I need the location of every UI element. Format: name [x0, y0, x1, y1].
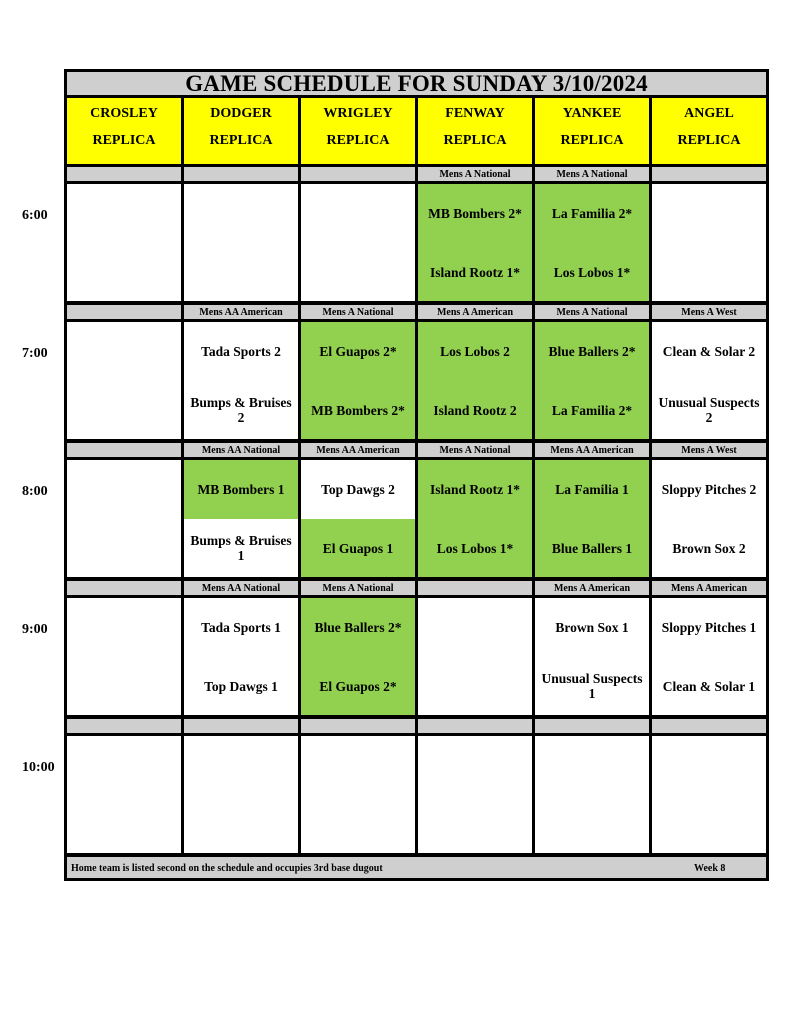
game-team-cell	[652, 184, 766, 243]
game-team-cell	[67, 243, 181, 301]
game-team-cell	[184, 243, 298, 301]
division-label	[67, 443, 181, 457]
field-name: ANGEL	[684, 106, 734, 121]
game-team-cell: Los Lobos 1*	[535, 243, 649, 301]
game-team-cell: Blue Ballers 2*	[301, 598, 415, 657]
game-team-cell	[67, 657, 181, 715]
game-team-cell	[301, 736, 415, 795]
game-team-cell	[67, 322, 181, 381]
game-team-cell	[301, 795, 415, 853]
time-label: 7:00	[22, 346, 48, 361]
game-team-cell	[184, 736, 298, 795]
division-label: Mens A American	[535, 581, 649, 595]
game-team-cell	[418, 598, 532, 657]
game-team-cell	[418, 736, 532, 795]
division-label	[67, 719, 181, 733]
game-team-cell: Island Rootz 1*	[418, 243, 532, 301]
game-team-cell: Island Rootz 1*	[418, 460, 532, 519]
division-label	[67, 305, 181, 319]
game-team-cell: MB Bombers 2*	[418, 184, 532, 243]
game-team-cell: El Guapos 2*	[301, 657, 415, 715]
game-team-cell	[535, 795, 649, 853]
game-team-cell: Los Lobos 2	[418, 322, 532, 381]
game-team-cell: Island Rootz 2	[418, 381, 532, 439]
game-team-cell: Top Dawgs 1	[184, 657, 298, 715]
field-header-crosley	[67, 98, 181, 164]
division-label: Mens AA American	[184, 305, 298, 319]
field-header-wrigley	[301, 98, 415, 164]
game-team-cell	[184, 795, 298, 853]
game-team-cell: Top Dawgs 2	[301, 460, 415, 519]
game-team-cell	[67, 184, 181, 243]
division-label	[184, 167, 298, 181]
division-label: Mens A American	[418, 305, 532, 319]
game-team-cell	[652, 736, 766, 795]
division-label	[67, 581, 181, 595]
division-label: Mens A West	[652, 305, 766, 319]
division-label: Mens A National	[418, 167, 532, 181]
game-team-cell: El Guapos 1	[301, 519, 415, 577]
division-label: Mens A National	[301, 305, 415, 319]
field-subtitle: REPLICA	[677, 133, 741, 148]
footer-note: Home team is listed second on the schedule and occupies 3rd base dugout	[71, 863, 383, 874]
game-team-cell	[67, 381, 181, 439]
division-label	[652, 167, 766, 181]
division-label: Mens A National	[535, 305, 649, 319]
field-name: WRIGLEY	[323, 106, 393, 121]
game-team-cell: Bumps & Bruises 2	[184, 381, 298, 439]
game-team-cell: La Familia 2*	[535, 184, 649, 243]
game-team-cell: Clean & Solar 1	[652, 657, 766, 715]
game-team-cell: Los Lobos 1*	[418, 519, 532, 577]
field-name: CROSLEY	[90, 106, 158, 121]
game-team-cell	[652, 795, 766, 853]
game-team-cell: Sloppy Pitches 1	[652, 598, 766, 657]
game-team-cell	[418, 657, 532, 715]
division-label: Mens AA American	[535, 443, 649, 457]
game-team-cell: Bumps & Bruises 1	[184, 519, 298, 577]
division-label	[418, 719, 532, 733]
division-label: Mens A West	[652, 443, 766, 457]
game-team-cell: Unusual Suspects 1	[535, 657, 649, 715]
game-team-cell: Brown Sox 1	[535, 598, 649, 657]
division-label	[535, 719, 649, 733]
game-team-cell	[301, 243, 415, 301]
division-label: Mens AA American	[301, 443, 415, 457]
game-team-cell: Blue Ballers 1	[535, 519, 649, 577]
game-team-cell	[652, 243, 766, 301]
schedule-footer	[67, 857, 766, 878]
time-label: 10:00	[22, 760, 55, 775]
field-subtitle: REPLICA	[443, 133, 507, 148]
division-label: Mens A National	[535, 167, 649, 181]
game-team-cell: Unusual Suspects 2	[652, 381, 766, 439]
field-header-angel	[652, 98, 766, 164]
division-label	[418, 581, 532, 595]
time-label: 9:00	[22, 622, 48, 637]
game-team-cell	[535, 736, 649, 795]
schedule-table	[64, 69, 769, 881]
game-team-cell: MB Bombers 1	[184, 460, 298, 519]
division-label	[652, 719, 766, 733]
game-team-cell: MB Bombers 2*	[301, 381, 415, 439]
game-team-cell: Tada Sports 2	[184, 322, 298, 381]
game-team-cell: Clean & Solar 2	[652, 322, 766, 381]
game-team-cell: La Familia 1	[535, 460, 649, 519]
game-team-cell	[184, 184, 298, 243]
game-team-cell	[67, 598, 181, 657]
field-name: DODGER	[210, 106, 272, 121]
week-label: Week 8	[694, 863, 726, 874]
division-label	[301, 167, 415, 181]
division-label: Mens AA National	[184, 443, 298, 457]
game-team-cell	[67, 519, 181, 577]
game-team-cell	[67, 736, 181, 795]
game-team-cell	[301, 184, 415, 243]
field-header-yankee	[535, 98, 649, 164]
field-header-dodger	[184, 98, 298, 164]
division-label: Mens A National	[418, 443, 532, 457]
game-team-cell: Sloppy Pitches 2	[652, 460, 766, 519]
field-subtitle: REPLICA	[560, 133, 624, 148]
game-team-cell	[418, 795, 532, 853]
field-name: FENWAY	[445, 106, 505, 121]
division-label	[301, 719, 415, 733]
game-team-cell: Blue Ballers 2*	[535, 322, 649, 381]
field-name: YANKEE	[562, 106, 622, 121]
division-label	[67, 167, 181, 181]
game-team-cell: La Familia 2*	[535, 381, 649, 439]
division-label	[184, 719, 298, 733]
time-label: 8:00	[22, 484, 48, 499]
game-team-cell	[67, 460, 181, 519]
division-label: Mens A American	[652, 581, 766, 595]
division-label: Mens AA National	[184, 581, 298, 595]
division-label: Mens A National	[301, 581, 415, 595]
game-team-cell: Tada Sports 1	[184, 598, 298, 657]
game-team-cell: Brown Sox 2	[652, 519, 766, 577]
field-subtitle: REPLICA	[209, 133, 273, 148]
game-team-cell	[67, 795, 181, 853]
game-team-cell: El Guapos 2*	[301, 322, 415, 381]
field-subtitle: REPLICA	[326, 133, 390, 148]
time-label: 6:00	[22, 208, 48, 223]
schedule-title: GAME SCHEDULE FOR SUNDAY 3/10/2024	[67, 72, 766, 95]
field-subtitle: REPLICA	[92, 133, 156, 148]
field-header-fenway	[418, 98, 532, 164]
